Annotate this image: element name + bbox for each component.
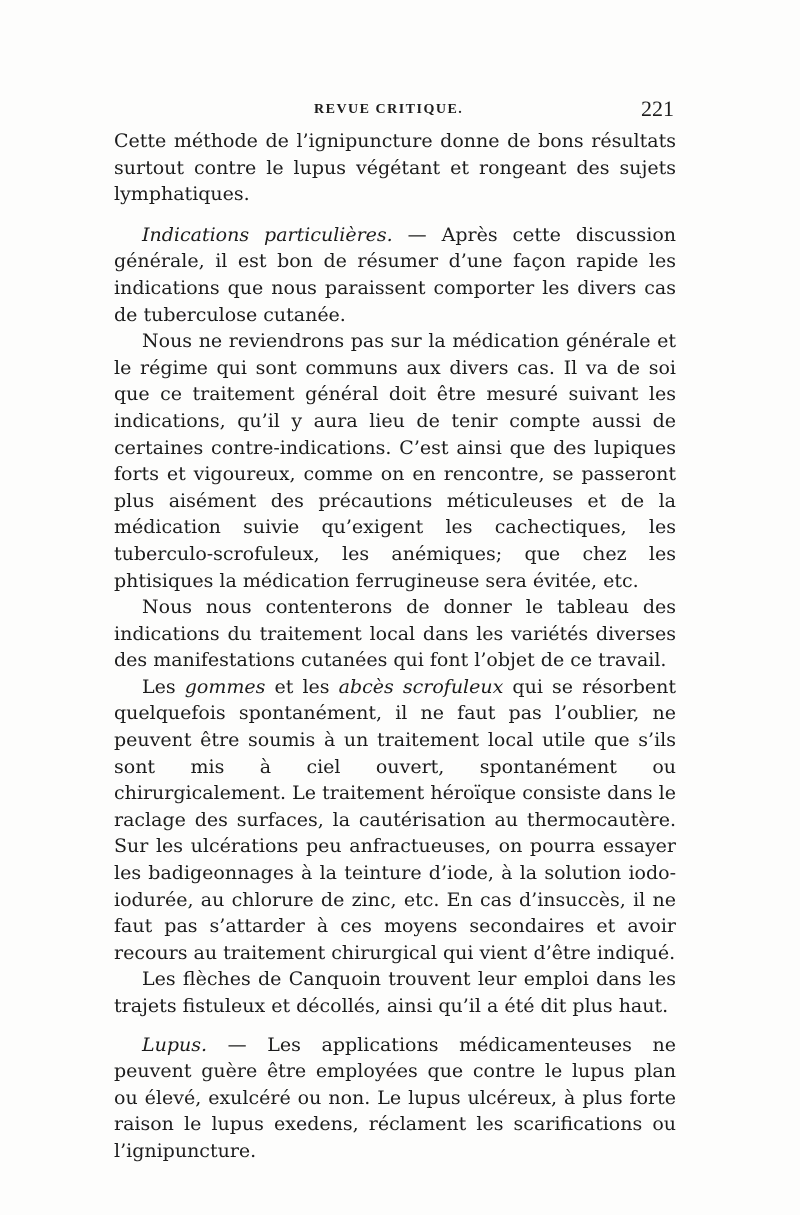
body-text	[114, 128, 676, 1165]
paragraph-fleches-canquoin	[114, 966, 676, 1019]
page-number: 221	[641, 96, 674, 121]
paragraph-medication-generale	[114, 328, 676, 594]
paragraph-indications-particulieres	[114, 222, 676, 328]
paragraph-text: — Après cette discussion générale, il est bon de résumer d’une façon rapide les indications que nous paraissent comporter les divers cas de tuberculose cutanée.	[114, 223, 676, 326]
running-title: REVUE CRITIQUE.	[314, 102, 464, 117]
paragraph-text: Cette méthode de l’ignipuncture donne de bons résultats surtout contre le lupus végétant et rongeant des sujets lymphatiques.	[114, 130, 676, 206]
section-heading-indications: Indications particulières.	[142, 223, 393, 246]
paragraph-lupus	[114, 1032, 676, 1165]
paragraph-tableau-indications	[114, 594, 676, 674]
term-abces-scrofuleux: abcès scrofuleux	[338, 675, 504, 698]
section-heading-lupus: Lupus.	[142, 1033, 208, 1056]
paragraph-text: et les	[265, 675, 339, 698]
paragraph-gommes-abces	[114, 674, 676, 967]
paragraph-text: qui se résorbent quelquefois spontanément, il ne faut pas l’oublier, ne peuvent être soumis à un traitement local utile que s’ils sont mis à ciel ouvert, spontanément ou chirurgicalement. Le traitement héroïque consiste dans le raclage des surfaces, la cautérisation au thermocautère. Sur les ulcérations peu anfractueuses, on pourra essayer les badigeonnages à la teinture d’iode, à la solution iodo-iodurée, au chlorure de zinc, etc. En cas d’insuccès, il ne faut pas s’attarder à ces moyens secondaires et avoir recours au traitement chirurgical qui vient d’être indiqué.	[114, 675, 676, 964]
paragraph-text: — Les applications médicamenteuses ne peuvent guère être employées que contre le lupus plan ou élevé, exulcéré ou non. Le lupus ulcéreux, à plus forte raison le lupus exedens, réclament les scarifications ou l’ignipuncture.	[114, 1033, 676, 1162]
term-gommes: gommes	[184, 675, 266, 698]
running-head	[114, 96, 674, 122]
paragraph-text: Nous nous contenterons de donner le tableau des indications du traitement local dans les variétés diverses des manifestations cutanées qui font l’objet de ce travail.	[114, 596, 676, 672]
paragraph-text: Les	[142, 675, 185, 698]
paragraph-text: Les flèches de Canquoin trouvent leur emploi dans les trajets fistuleux et décollés, ainsi qu’il a été dit plus haut.	[114, 968, 676, 1017]
paragraph-text: Nous ne reviendrons pas sur la médication générale et le régime qui sont communs aux divers cas. Il va de soi que ce traitement général doit être mesuré suivant les indications, qu’il y aura lieu de tenir compte aussi de certaines contre-indications. C’est ainsi que des lupiques forts et vigoureux, comme on en rencontre, se passeront plus aisément des précautions méticuleuses et de la médication suivie qu’exigent les cachectiques, les tuberculo-scrofuleux, les anémiques; que chez les phtisiques la médication ferrugineuse sera évitée, etc.	[114, 330, 676, 592]
paragraph-ignipuncture-results	[114, 128, 676, 208]
